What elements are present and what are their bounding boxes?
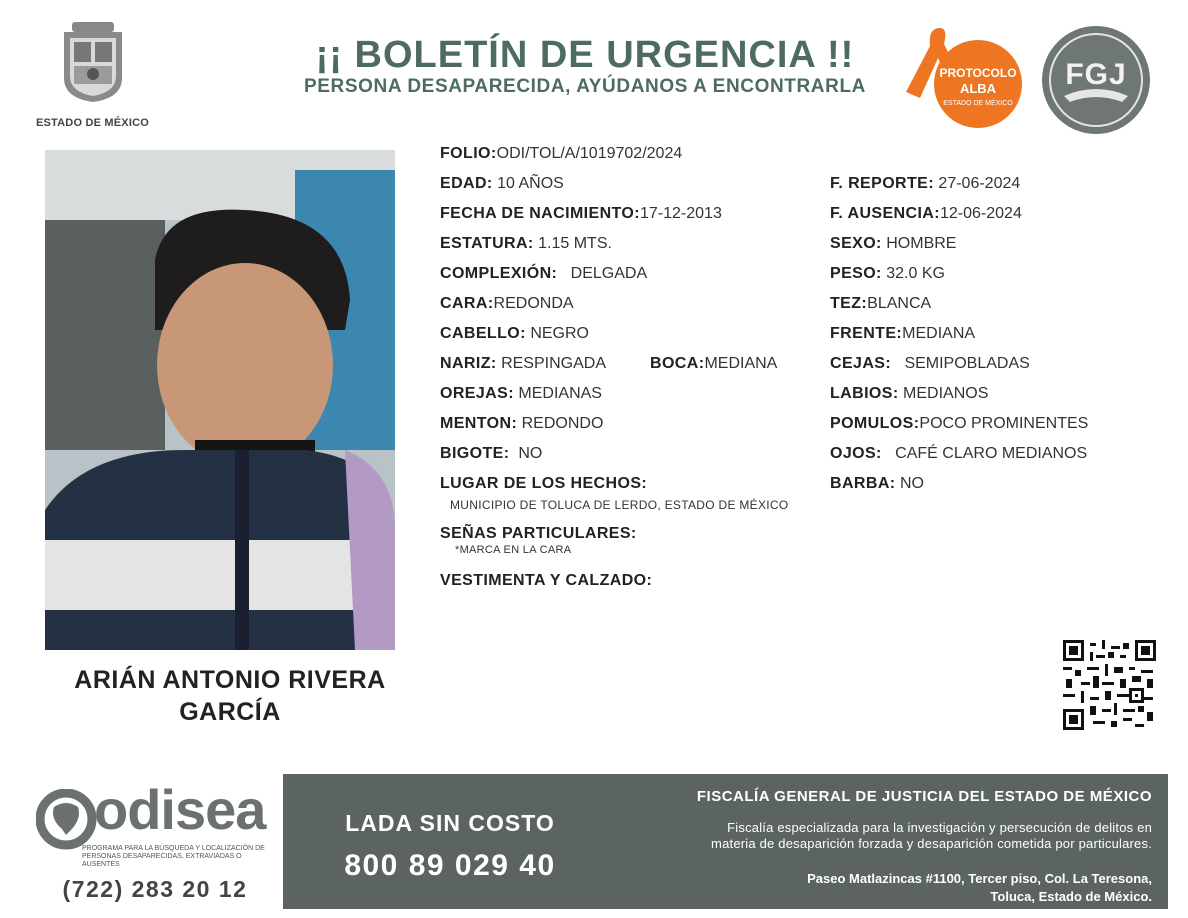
- field-orejas: [440, 385, 602, 403]
- field-value: REDONDO: [521, 415, 604, 432]
- fiscalia-address-line: Paseo Matlazincas #1100, Tercer piso, Col. La Teresona,: [807, 871, 1152, 886]
- field-menton: [440, 415, 603, 433]
- field-value: DELGADA: [570, 265, 648, 282]
- qr-code-icon: [1063, 640, 1156, 730]
- odisea-wordmark: odisea: [94, 778, 266, 841]
- field-value: NO: [899, 475, 924, 492]
- field-label: PESO:: [830, 265, 882, 282]
- field-label: TEZ:: [830, 295, 868, 312]
- field-value: 32.0 KG: [886, 265, 945, 282]
- field-value: CAFÉ CLARO MEDIANOS: [895, 445, 1088, 462]
- fiscalia-description-line: Fiscalía especializada para la investigación y persecución de delitos en: [727, 820, 1152, 835]
- field-label: CABELLO:: [440, 325, 526, 342]
- field-value: MEDIANA: [704, 355, 778, 372]
- field-ojos: [830, 445, 1087, 463]
- field-lugar-value: MUNICIPIO DE TOLUCA DE LERDO, ESTADO DE MÉXICO: [450, 498, 789, 512]
- field-cara: [440, 295, 574, 313]
- fiscalia-title: FISCALÍA GENERAL DE JUSTICIA DEL ESTADO DE MÉXICO: [696, 788, 1152, 805]
- field-value: MEDIANAS: [518, 385, 602, 402]
- field-cabello: [440, 325, 589, 343]
- field-value: 10 AÑOS: [497, 175, 564, 192]
- field-label: FECHA DE NACIMIENTO:: [440, 205, 640, 222]
- field-folio: [440, 145, 682, 163]
- fgj-logo: [1040, 24, 1152, 136]
- odisea-logo: [30, 778, 280, 868]
- field-label: COMPLEXIÓN:: [440, 265, 558, 282]
- field-lugar: [440, 475, 647, 493]
- field-label: FRENTE:: [830, 325, 903, 342]
- bulletin-subtitle: PERSONA DESAPARECIDA, AYÚDANOS A ENCONTRARLA: [304, 76, 866, 97]
- field-label: LUGAR DE LOS HECHOS:: [440, 475, 648, 492]
- lada-sin-costo-block: [300, 810, 600, 883]
- field-value: POCO PROMINENTES: [919, 415, 1089, 432]
- field-nariz: [440, 355, 606, 373]
- person-name: ARIÁN ANTONIO RIVERA GARCÍA: [74, 666, 386, 726]
- field-f-reporte: [830, 175, 1020, 193]
- field-frente: [830, 325, 975, 343]
- field-tez: [830, 295, 931, 313]
- field-label: F. AUSENCIA:: [830, 205, 940, 222]
- field-label: EDAD:: [440, 175, 493, 192]
- field-cejas: [830, 355, 1030, 373]
- field-value: 27-06-2024: [938, 175, 1021, 192]
- alba-protocolo-text: PROTOCOLO: [939, 66, 1017, 80]
- qr-code[interactable]: [1063, 640, 1156, 730]
- field-label: OREJAS:: [440, 385, 514, 402]
- odisea-phone[interactable]: (722) 283 20 12: [62, 876, 248, 902]
- field-label: BOCA:: [650, 355, 705, 372]
- field-bigote: [440, 445, 542, 463]
- bulletin-title: ¡¡ BOLETÍN DE URGENCIA !!: [315, 34, 855, 76]
- field-value: BLANCA: [867, 295, 932, 312]
- field-label: CEJAS:: [830, 355, 892, 372]
- field-estatura: [440, 235, 612, 253]
- alba-estado-text: ESTADO DE MÉXICO: [943, 100, 1013, 107]
- person-photo: [45, 150, 395, 650]
- field-value: MEDIANA: [902, 325, 976, 342]
- field-edad: [440, 175, 564, 193]
- field-label: CARA:: [440, 295, 494, 312]
- fgj-logo-text: FGJ: [1065, 58, 1127, 91]
- field-label: LABIOS:: [830, 385, 899, 402]
- estado-de-mexico-logo: [30, 20, 155, 129]
- field-value: 17-12-2013: [640, 205, 722, 222]
- field-label: MENTON:: [440, 415, 518, 432]
- fiscalia-info: [600, 788, 1152, 906]
- field-pomulos: [830, 415, 1088, 433]
- field-senas: [440, 525, 637, 543]
- field-label: BIGOTE:: [440, 445, 510, 462]
- field-senas-value: *MARCA EN LA CARA: [455, 544, 572, 556]
- field-value: HOMBRE: [886, 235, 957, 252]
- field-label: FOLIO:: [440, 145, 497, 162]
- estado-de-mexico-caption: ESTADO DE MÉXICO: [35, 117, 149, 129]
- field-value: 1.15 MTS.: [538, 235, 612, 252]
- field-sexo: [830, 235, 956, 253]
- field-f-ausencia: [830, 205, 1022, 223]
- fiscalia-address-line: Toluca, Estado de México.: [990, 889, 1152, 904]
- field-complexion: [440, 265, 647, 283]
- field-value: SEMIPOBLADAS: [904, 355, 1030, 372]
- field-vestimenta: [440, 572, 652, 590]
- field-peso: [830, 265, 945, 283]
- field-label: SEXO:: [830, 235, 882, 252]
- field-barba: [830, 475, 924, 493]
- field-label: BARBA:: [830, 475, 896, 492]
- lada-label: LADA SIN COSTO: [345, 810, 555, 836]
- field-label: SEÑAS PARTICULARES:: [440, 525, 637, 542]
- field-fecha-nacimiento: [440, 205, 722, 223]
- field-value: ODI/TOL/A/1019702/2024: [496, 145, 683, 162]
- odisea-tagline: PROGRAMA PARA LA BÚSQUEDA Y LOCALIZACIÓN DE PERSONAS DESAPARECIDAS, EXTRAVIADAS O AUSENTES: [82, 845, 265, 868]
- field-label: ESTATURA:: [440, 235, 534, 252]
- field-label: F. REPORTE:: [830, 175, 934, 192]
- lada-number[interactable]: 800 89 029 40: [344, 849, 556, 882]
- field-value: NO: [518, 445, 543, 462]
- protocolo-alba-logo: [898, 22, 1028, 130]
- field-label: VESTIMENTA Y CALZADO:: [440, 572, 653, 589]
- fiscalia-description-line: materia de desaparición forzada y desaparición cometida por particulares.: [711, 836, 1152, 851]
- alba-name-text: ALBA: [959, 81, 997, 96]
- coat-of-arms-icon: [58, 20, 128, 104]
- field-value: 12-06-2024: [940, 205, 1022, 222]
- field-label: POMULOS:: [830, 415, 920, 432]
- field-value: RESPINGADA: [501, 355, 606, 372]
- field-label: NARIZ:: [440, 355, 497, 372]
- field-value: NEGRO: [530, 325, 589, 342]
- field-labios: [830, 385, 988, 403]
- field-boca: [650, 355, 777, 373]
- field-value: MEDIANOS: [903, 385, 989, 402]
- odisea-location-icon: [36, 789, 100, 853]
- field-value: REDONDA: [493, 295, 574, 312]
- field-label: OJOS:: [830, 445, 882, 462]
